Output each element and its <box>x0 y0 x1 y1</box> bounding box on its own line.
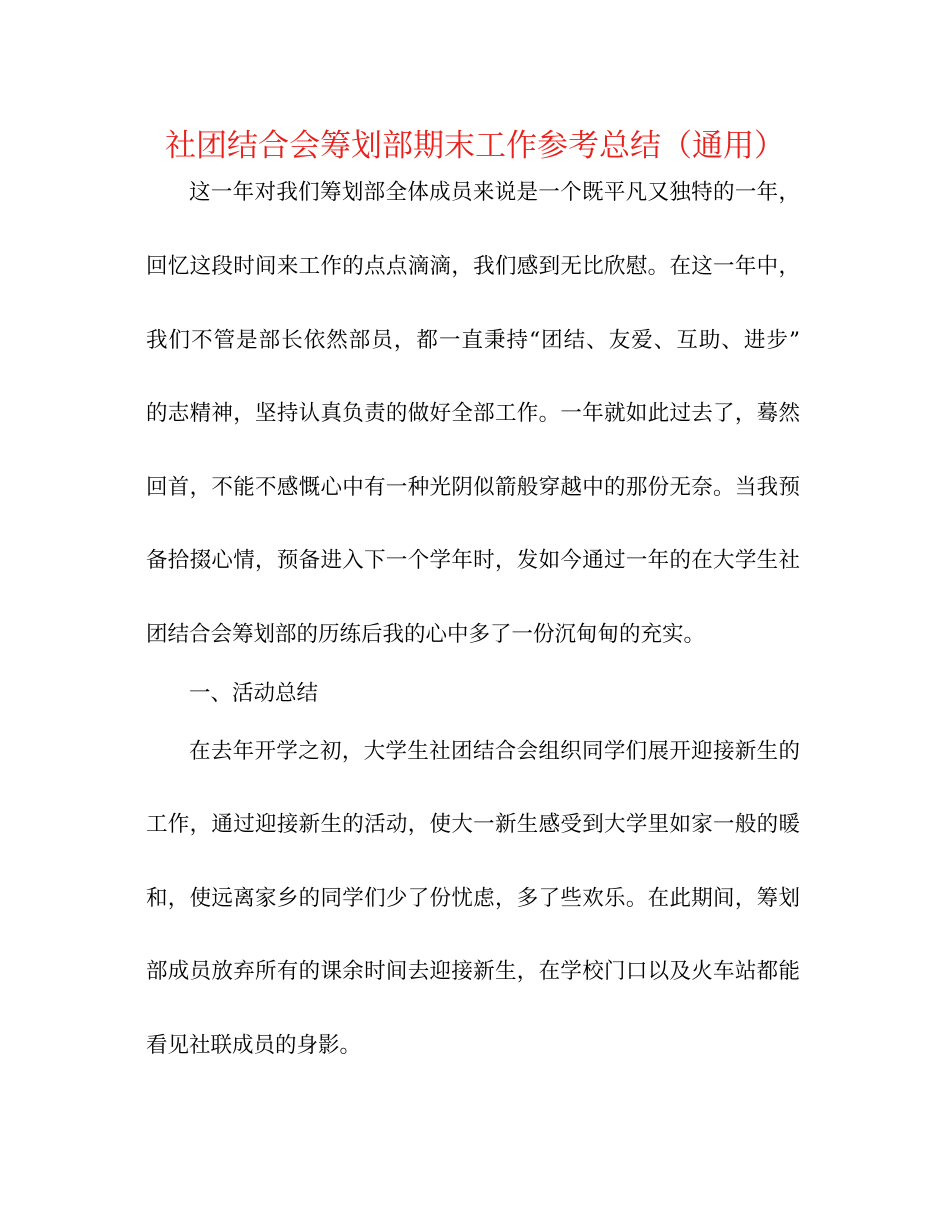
section-heading: 一、活动总结 <box>189 681 319 706</box>
paragraph-line: 看见社联成员的身影。 <box>146 1033 362 1058</box>
paragraph-line: 和，使远离家乡的同学们少了份忧虑，多了些欢乐。在此期间，筹划 <box>146 886 800 911</box>
paragraph-line: 部成员放弃所有的课余时间去迎接新生，在学校门口以及火车站都能 <box>146 959 800 984</box>
paragraph-line: 我们不管是部长依然部员，都一直秉持“团结、友爱、互助、进步” <box>146 328 800 353</box>
paragraph-line: 工作，通过迎接新生的活动，使大一新生感受到大学里如家一般的暖 <box>146 812 800 837</box>
paragraph-line: 在去年开学之初，大学生社团结合会组织同学们展开迎接新生的 <box>189 739 800 764</box>
paragraph-line: 回首，不能不感慨心中有一种光阴似箭般穿越中的那份无奈。当我预 <box>146 475 800 500</box>
page-title: 社团结合会筹划部期末工作参考总结（通用） <box>165 128 785 164</box>
paragraph-line: 回忆这段时间来工作的点点滴滴，我们感到无比欣慰。在这一年中， <box>146 254 800 279</box>
paragraph-line: 团结合会筹划部的历练后我的心中多了一份沉甸甸的充实。 <box>146 622 706 647</box>
paragraph-line: 备拾掇心情，预备进入下一个学年时，发如今通过一年的在大学生社 <box>146 548 800 573</box>
paragraph-line: 的志精神，坚持认真负责的做好全部工作。一年就如此过去了，蓦然 <box>146 401 800 426</box>
paragraph-line: 这一年对我们筹划部全体成员来说是一个既平凡又独特的一年， <box>189 180 800 205</box>
